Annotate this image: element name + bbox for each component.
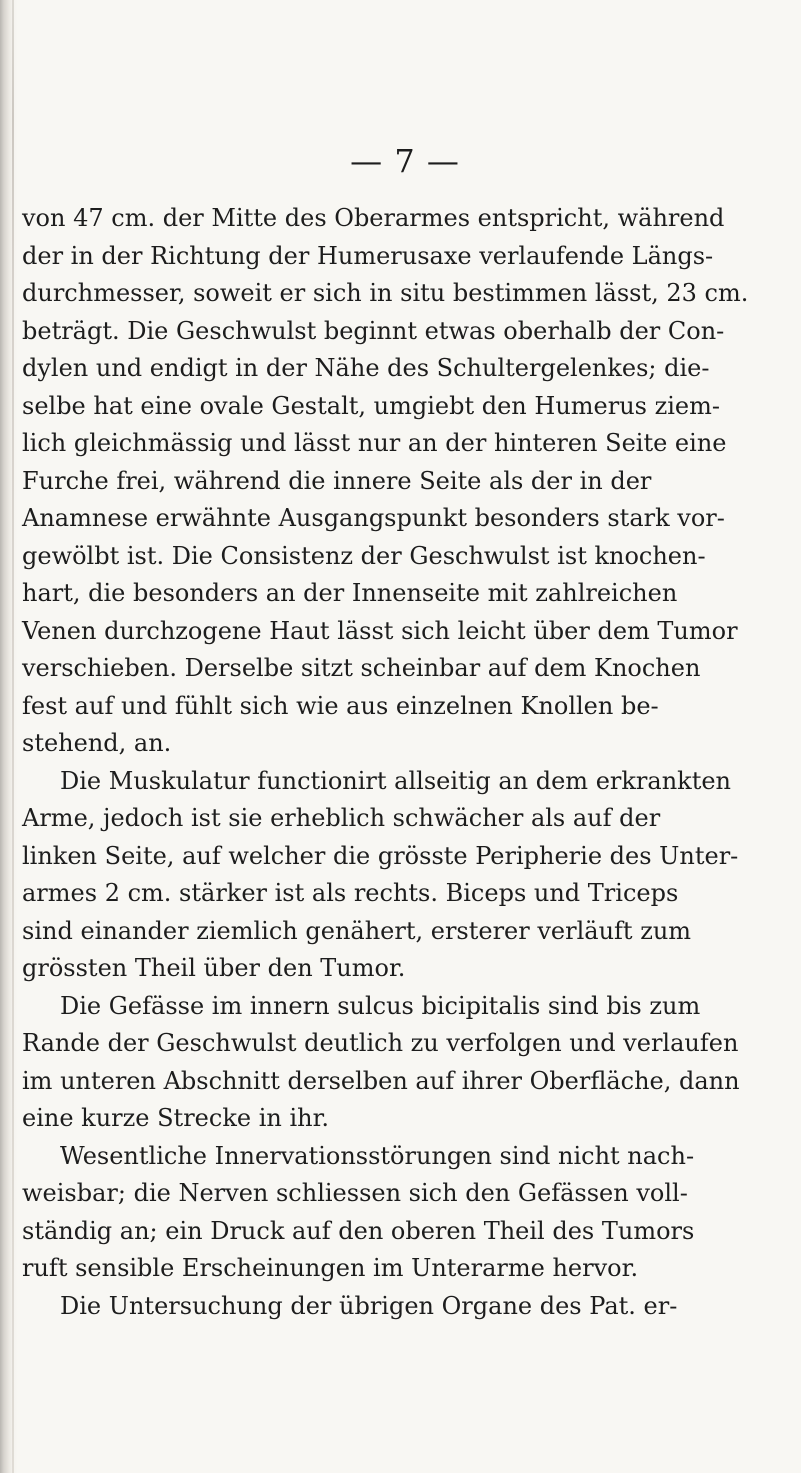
page-number: — 7 — (350, 142, 460, 180)
text-line-13: verschieben. Derselbe sitzt scheinbar auf dem Knochen (22, 654, 701, 682)
text-line-5: dylen und endigt in der Nähe des Schultergelenkes; die- (22, 354, 710, 382)
text-line-20: sind einander ziemlich genähert, ersterer verläuft zum (22, 916, 692, 945)
text-line-10: gewölbt ist. Die Consistenz der Geschwulst ist knochen- (22, 541, 706, 570)
text-line-25: eine kurze Strecke in ihr. (22, 1104, 330, 1132)
body-text (22, 200, 782, 1325)
text-line-28: ständig an; ein Druck auf den oberen Theil des Tumors (22, 1216, 695, 1245)
text-line-24: im unteren Abschnitt derselben auf ihrer Oberfläche, dann (22, 1066, 740, 1095)
text-line-27: weisbar; die Nerven schliessen sich den Gefässen voll- (22, 1179, 688, 1207)
text-line-23: Rande der Geschwulst deutlich zu verfolgen und verlaufen (22, 1029, 739, 1057)
text-line-22: Die Gefässe im innern sulcus bicipitalis sind bis zum (60, 991, 701, 1020)
page-binding-edge (12, 0, 14, 1473)
text-line-1: von 47 cm. der Mitte des Oberarmes entspricht, während (22, 204, 725, 232)
text-line-18: linken Seite, auf welcher die grösste Peripherie des Unter- (22, 841, 739, 870)
text-line-12: Venen durchzogene Haut lässt sich leicht über dem Tumor (22, 616, 738, 645)
text-line-4: beträgt. Die Geschwulst beginnt etwas oberhalb der Con- (22, 316, 725, 345)
text-line-17: Arme, jedoch ist sie erheblich schwächer als auf der (22, 804, 661, 832)
text-line-2: der in der Richtung der Humerusaxe verlaufende Längs- (22, 241, 714, 270)
text-line-11: hart, die besonders an der Innenseite mit zahlreichen (22, 579, 678, 607)
text-line-19: armes 2 cm. stärker ist als rechts. Biceps und Triceps (22, 879, 679, 907)
text-line-26: Wesentliche Innervationsstörungen sind nicht nach- (60, 1141, 695, 1170)
text-line-9: Anamnese erwähnte Ausgangspunkt besonders stark vor- (22, 504, 725, 532)
text-line-7: lich gleichmässig und lässt nur an der hinteren Seite eine (22, 429, 727, 457)
text-line-8: Furche frei, während die innere Seite als der in der (22, 466, 652, 495)
text-line-6: selbe hat eine ovale Gestalt, umgiebt den Humerus ziem- (22, 391, 721, 420)
text-line-16: Die Muskulatur functionirt allseitig an dem erkrankten (60, 766, 731, 795)
text-line-30: Die Untersuchung der übrigen Organe des Pat. er- (60, 1291, 678, 1320)
text-line-21: grössten Theil über den Tumor. (22, 954, 406, 982)
text-line-14: fest auf und fühlt sich wie aus einzelnen Knollen be- (22, 691, 659, 720)
text-line-3: durchmesser, soweit er sich in situ bestimmen lässt, 23 cm. (22, 279, 749, 307)
text-line-29: ruft sensible Erscheinungen im Unterarme hervor. (22, 1254, 639, 1282)
text-line-15: stehend, an. (22, 729, 172, 757)
